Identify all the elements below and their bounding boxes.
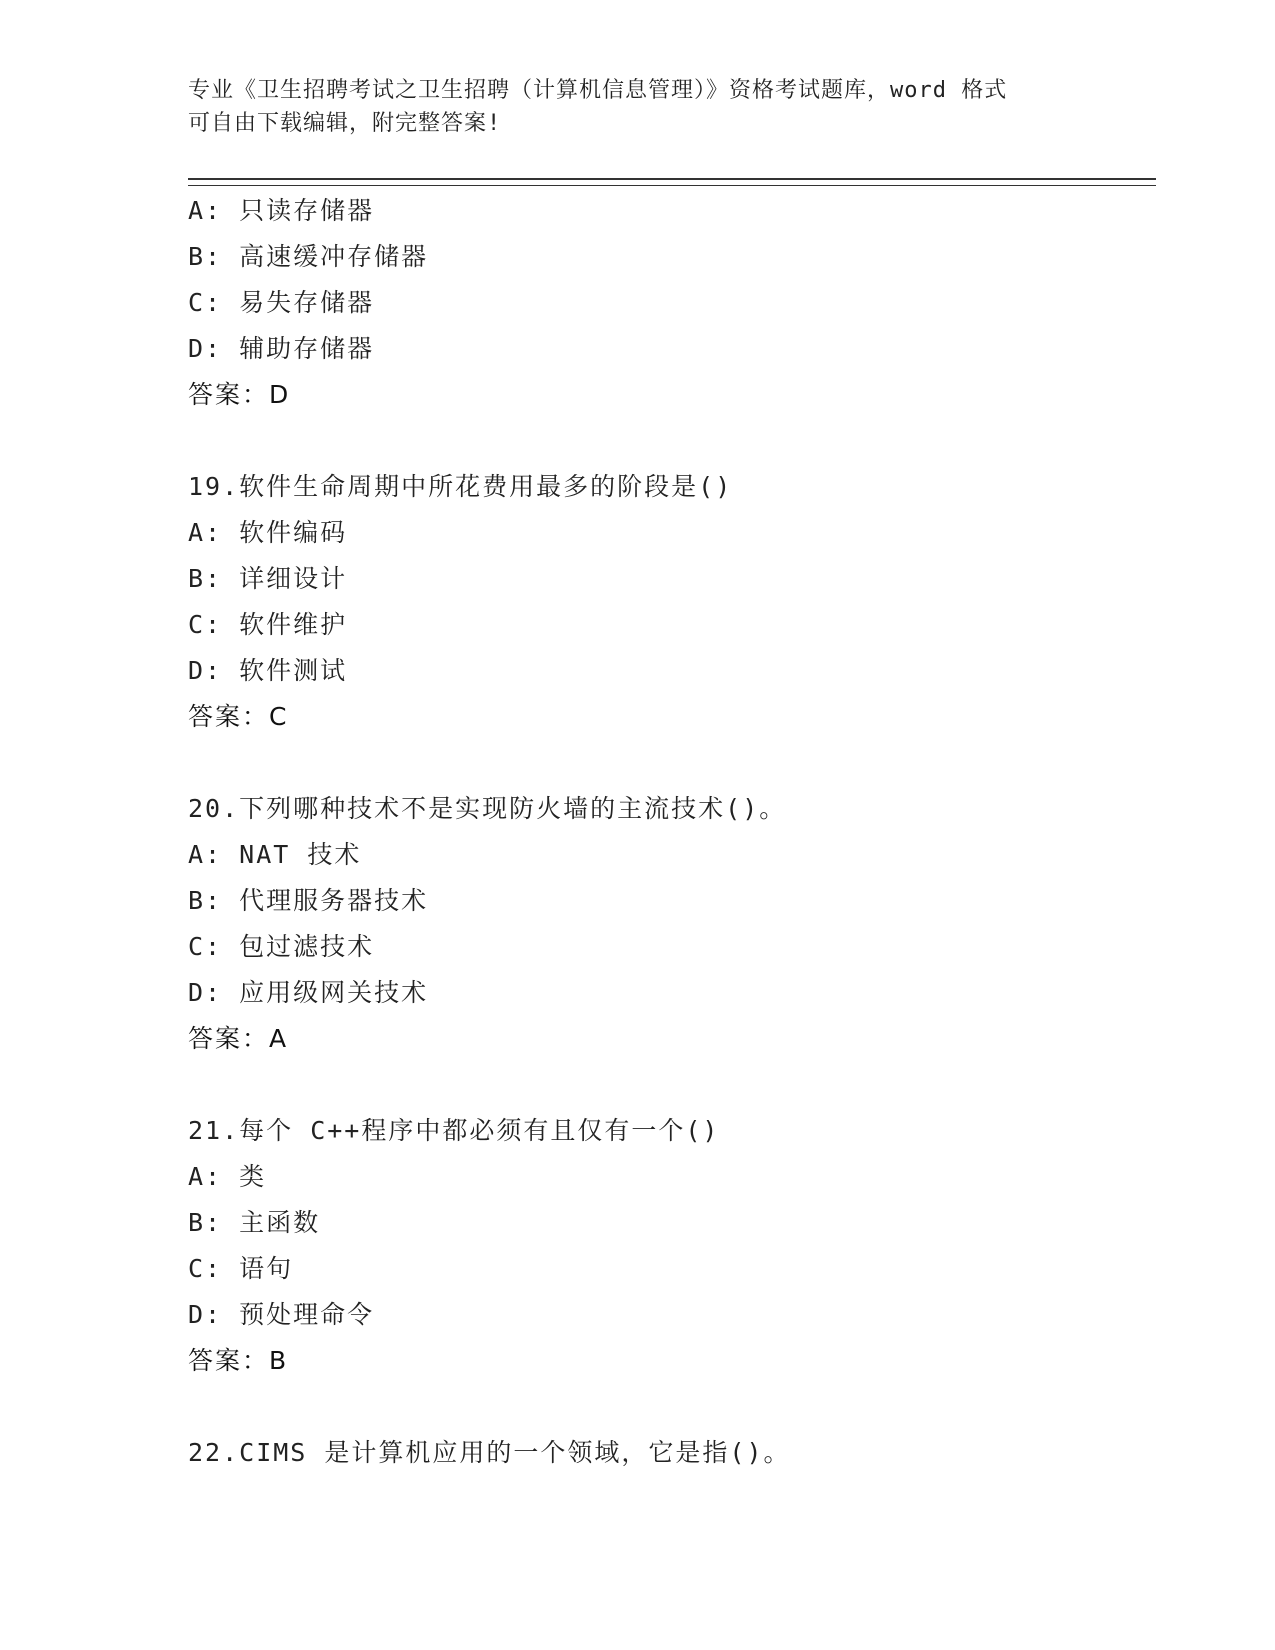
spacer — [188, 1062, 1156, 1108]
question-18-options — [188, 188, 1156, 418]
question-text: 20.下列哪种技术不是实现防火墙的主流技术()。 — [188, 794, 787, 823]
option-d: D: 辅助存储器 — [188, 334, 375, 363]
question-19 — [188, 464, 1156, 740]
option-b: B: 高速缓冲存储器 — [188, 242, 429, 271]
question-21 — [188, 1108, 1156, 1384]
question-text: 21.每个 C++程序中都必须有且仅有一个() — [188, 1116, 720, 1145]
answer-text: 答案：B — [188, 1346, 289, 1375]
answer-text: 答案：C — [188, 702, 289, 731]
option-d: D: 应用级网关技术 — [188, 978, 429, 1007]
option-c: C: 易失存储器 — [188, 288, 375, 317]
header-line-1: 专业《卫生招聘考试之卫生招聘（计算机信息管理）》资格考试题库，word 格式 — [188, 78, 1008, 103]
document-header — [188, 74, 1088, 140]
option-b: B: 详细设计 — [188, 564, 348, 593]
option-a: A: 类 — [188, 1162, 267, 1191]
option-a: A: 只读存储器 — [188, 196, 375, 225]
header-line-2: 可自由下载编辑，附完整答案! — [188, 111, 502, 136]
question-text: 22.CIMS 是计算机应用的一个领域，它是指()。 — [188, 1438, 791, 1467]
option-b: B: 代理服务器技术 — [188, 886, 429, 915]
option-d: D: 预处理命令 — [188, 1300, 375, 1329]
option-c: C: 软件维护 — [188, 610, 348, 639]
question-text: 19.软件生命周期中所花费用最多的阶段是() — [188, 472, 733, 501]
spacer — [188, 1384, 1156, 1430]
spacer — [188, 740, 1156, 786]
question-22 — [188, 1430, 1156, 1476]
answer-text: 答案：D — [188, 380, 291, 409]
option-a: A: 软件编码 — [188, 518, 348, 547]
answer-text: 答案：A — [188, 1024, 289, 1053]
spacer — [188, 418, 1156, 464]
header-divider — [188, 178, 1156, 186]
question-20 — [188, 786, 1156, 1062]
option-b: B: 主函数 — [188, 1208, 321, 1237]
option-c: C: 包过滤技术 — [188, 932, 375, 961]
option-d: D: 软件测试 — [188, 656, 348, 685]
option-c: C: 语句 — [188, 1254, 294, 1283]
question-list — [188, 188, 1156, 1476]
option-a: A: NAT 技术 — [188, 840, 362, 869]
